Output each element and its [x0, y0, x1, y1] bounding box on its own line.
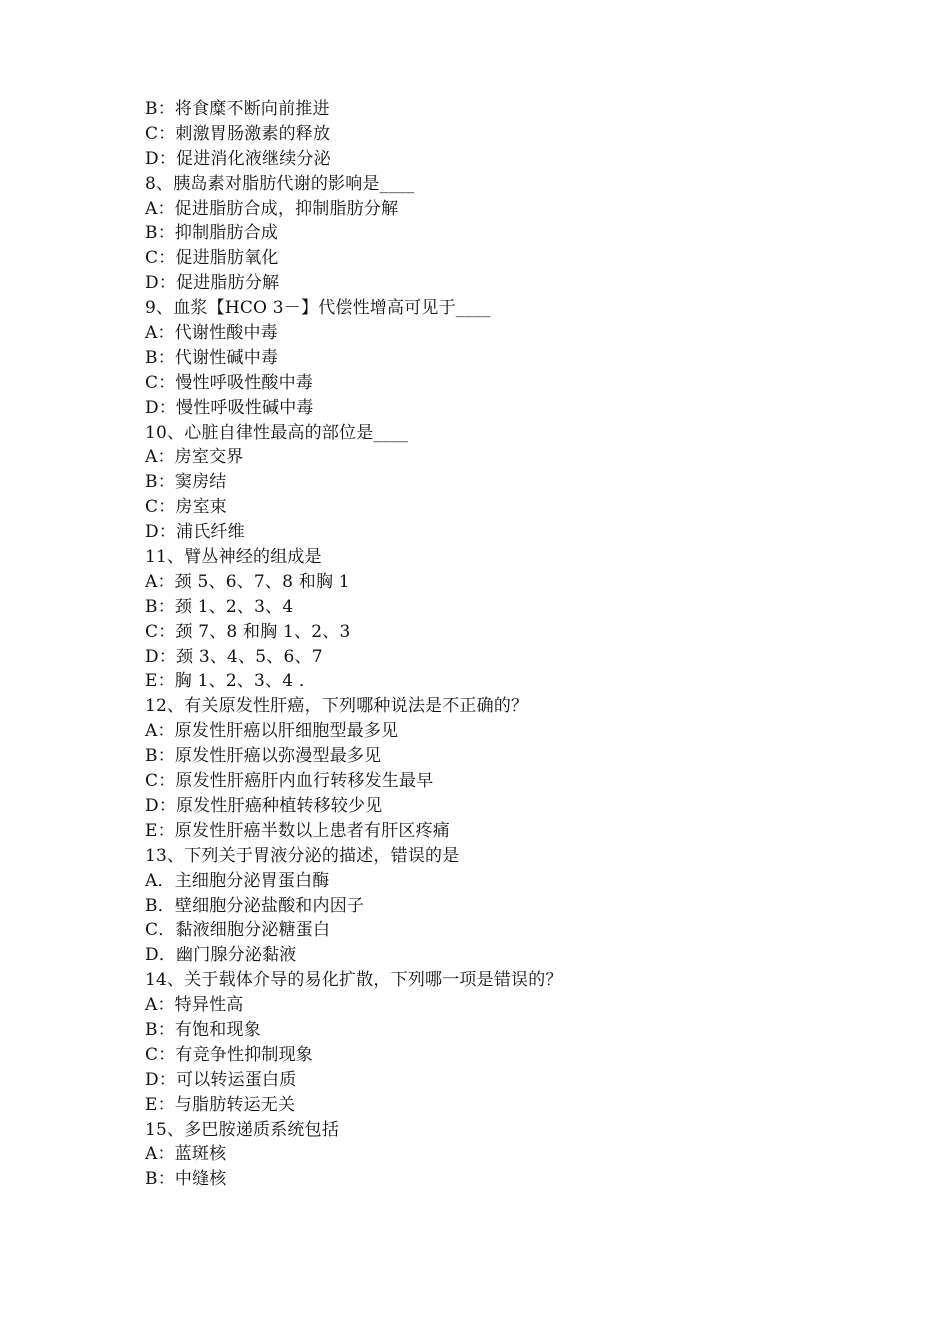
question-line: 14、关于载体介导的易化扩散，下列哪一项是错误的？	[145, 970, 563, 991]
option-line: B：颈 1、2、3、4	[145, 596, 294, 617]
question-line: 15、多巴胺递质系统包括	[145, 1119, 340, 1140]
option-line: D：促进脂肪分解	[145, 273, 280, 294]
option-line: B：中缝核	[145, 1169, 227, 1190]
option-line: A：代谢性酸中毒	[145, 323, 278, 344]
option-line: A．主细胞分泌胃蛋白酶	[145, 870, 330, 891]
option-line: B．壁细胞分泌盐酸和内因子	[145, 895, 365, 916]
option-line: D：慢性呼吸性碱中毒	[145, 397, 314, 418]
option-line: C：促进脂肪氧化	[145, 248, 279, 269]
option-line: D：原发性肝癌种植转移较少见	[145, 795, 383, 816]
option-line: C：颈 7、8 和胸 1、2、3	[145, 621, 351, 642]
option-line: D：促进消化液继续分泌	[145, 148, 331, 169]
option-line: B：有饱和现象	[145, 1019, 261, 1040]
option-line: B：窦房结	[145, 472, 227, 493]
option-line: E：胸 1、2、3、4 ．	[145, 671, 317, 692]
option-line: C．黏液细胞分泌糖蛋白	[145, 920, 331, 941]
question-line: 13、下列关于胃液分泌的描述，错误的是	[145, 845, 460, 866]
option-line: D：可以转运蛋白质	[145, 1069, 297, 1090]
option-line: C：房室束	[145, 497, 228, 518]
option-line: C：慢性呼吸性酸中毒	[145, 372, 314, 393]
option-line: B：代谢性碱中毒	[145, 347, 279, 368]
question-line: 8、胰岛素对脂肪代谢的影响是____	[145, 173, 415, 194]
option-line: C：刺激胃肠激素的释放	[145, 123, 331, 144]
option-line: E：与脂肪转运无关	[145, 1094, 296, 1115]
option-line: B：原发性肝癌以弥漫型最多见	[145, 746, 382, 767]
option-line: A：促进脂肪合成，抑制脂肪分解	[145, 198, 399, 219]
option-line: A：房室交界	[145, 447, 244, 468]
option-line: C：有竞争性抑制现象	[145, 1044, 314, 1065]
option-line: E：原发性肝癌半数以上患者有肝区疼痛	[145, 820, 451, 841]
question-line: 9、血浆【HCO 3－】代偿性增高可见于____	[145, 298, 491, 319]
option-line: A：原发性肝癌以肝细胞型最多见	[145, 721, 399, 742]
question-text-block	[145, 97, 845, 1192]
option-line: B：抑制脂肪合成	[145, 223, 279, 244]
option-line: B：将食糜不断向前推进	[145, 99, 330, 119]
option-line: D：浦氏纤维	[145, 522, 245, 543]
option-line: A：颈 5、6、7、8 和胸 1	[145, 571, 350, 592]
option-line: D．幽门腺分泌黏液	[145, 945, 297, 966]
option-line: A：特异性高	[145, 995, 244, 1016]
question-line: 12、有关原发性肝癌，下列哪种说法是不正确的？	[145, 696, 529, 717]
option-line: A：蓝斑核	[145, 1144, 227, 1165]
option-line: C：原发性肝癌肝内血行转移发生最早	[145, 771, 434, 792]
option-line: D：颈 3、4、5、6、7	[145, 646, 323, 667]
question-line: 11、臂丛神经的组成是	[145, 547, 322, 568]
question-line: 10、心脏自律性最高的部位是____	[145, 422, 409, 443]
